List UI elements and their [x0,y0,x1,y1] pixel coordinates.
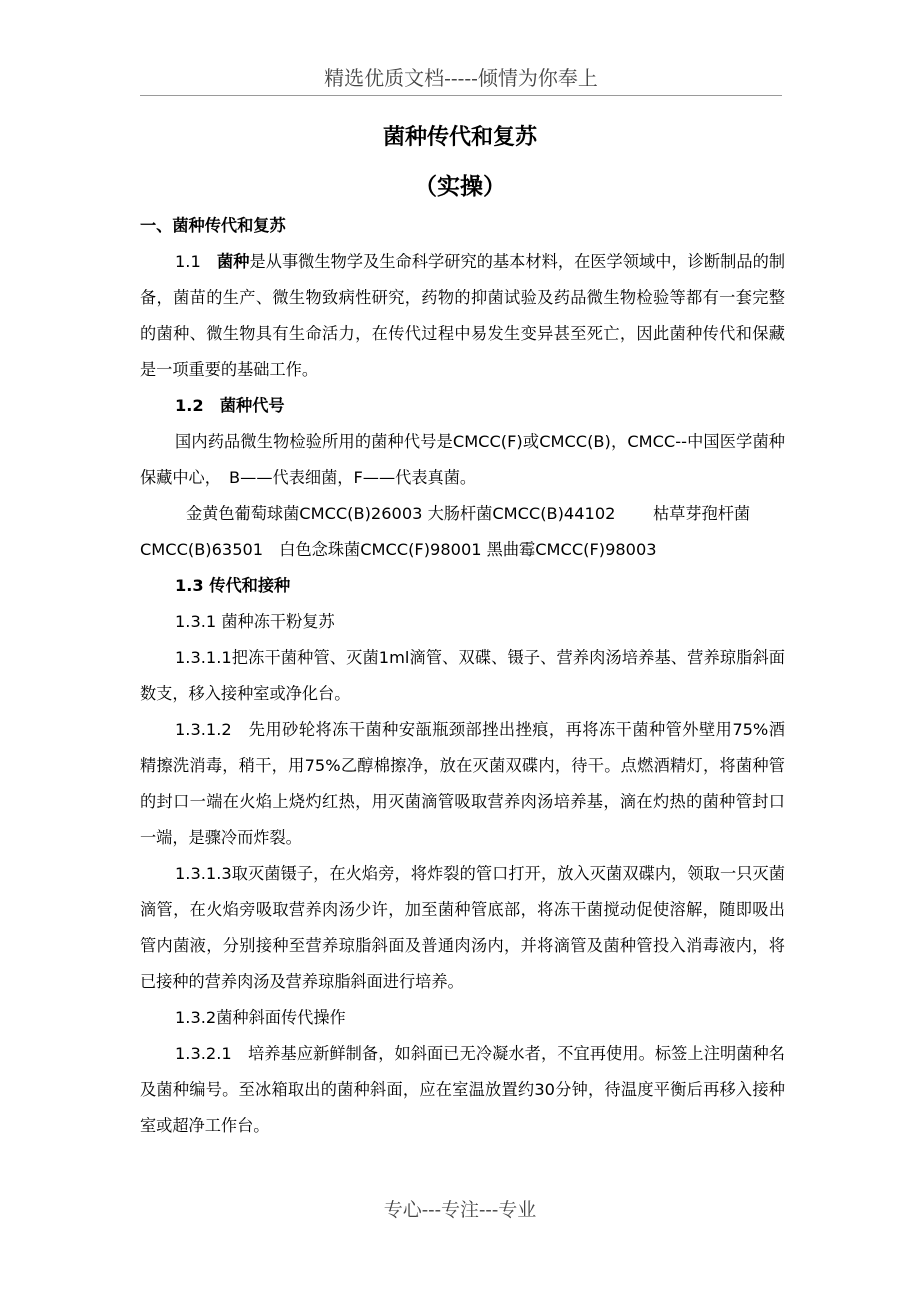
paragraph-1-1-text: 是从事微生物学及生命科学研究的基本材料，在医学领域中，诊断制品的制备，菌苗的生产、微生物致病性研究，药物的抑菌试验及药品微生物检验等都有一套完整的菌种、微生物具有生命活力，在传代过程中易发生变异甚至死亡，因此菌种传代和保藏是一项重要的基础工作。 [140,252,786,379]
subsection-heading-1-3-1: 1.3.1 菌种冻干粉复苏 [175,612,335,631]
subsection-heading-1-3-2: 1.3.2菌种斜面传代操作 [175,1008,346,1027]
paragraph-1-1 [140,244,785,388]
page-header: 精选优质文档-----倾情为你奉上 [140,62,782,96]
paragraph-1-3-1-1: 1.3.1.1把冻干菌种管、灭菌1ml滴管、双碟、镊子、营养肉汤培养基、营养琼脂斜面数支，移入接种室或净化台。 [140,648,785,703]
paragraph-1-3-1-3: 1.3.1.3取灭菌镊子，在火焰旁，将炸裂的管口打开，放入灭菌双碟内，领取一只灭菌滴管，在火焰旁吸取营养肉汤少许，加至菌种管底部，将冻干菌搅动促使溶解，随即吸出管内菌液，分别接种至营养琼脂斜面及普通肉汤内，并将滴管及菌种管投入消毒液内，将已接种的营养肉汤及营养琼脂斜面进行培养。 [140,864,785,991]
paragraph-1-3-1-2: 1.3.1.2 先用砂轮将冻干菌种安瓿瓶颈部挫出挫痕，再将冻干菌种管外壁用75%酒精擦洗消毒，稍干，用75%乙醇棉擦净，放在灭菌双碟内，待干。点燃酒精灯，将菌种管的封口一端在火焰上烧灼红热，用灭菌滴管吸取营养肉汤培养基，滴在灼热的菌种管封口一端，是骤冷而炸裂。 [140,720,785,847]
document-title: 菌种传代和复苏 [382,125,537,150]
subsection-heading-1-2: 1.2 菌种代号 [175,396,285,415]
strain-list: 金黄色葡萄球菌CMCC(B)26003 大肠杆菌CMCC(B)44102 枯草芽孢杆菌CMCC(B)63501 白色念珠菌CMCC(F)98001 黑曲霉CMCC(F)98003 [140,504,751,559]
subsection-heading-1-3: 1.3 传代和接种 [175,576,291,595]
paragraph-1-2: 国内药品微生物检验所用的菌种代号是CMCC(F)或CMCC(B)，CMCC--中国医学菌种保藏中心， B——代表细菌，F——代表真菌。 [140,432,785,487]
document-body [140,208,785,1144]
page-footer: 专心---专注---专业 [383,1199,537,1221]
section-heading-1: 一、菌种传代和复苏 [140,216,286,235]
document-subtitle: （实操） [414,174,506,200]
paragraph-1-1-term: 菌种 [217,252,250,271]
paragraph-1-1-number: 1.1 [175,252,201,271]
paragraph-1-3-2-1: 1.3.2.1 培养基应新鲜制备，如斜面已无冷凝水者，不宜再使用。标签上注明菌种名及菌种编号。至冰箱取出的菌种斜面，应在室温放置约30分钟，待温度平衡后再移入接种室或超净工作台。 [140,1044,785,1135]
